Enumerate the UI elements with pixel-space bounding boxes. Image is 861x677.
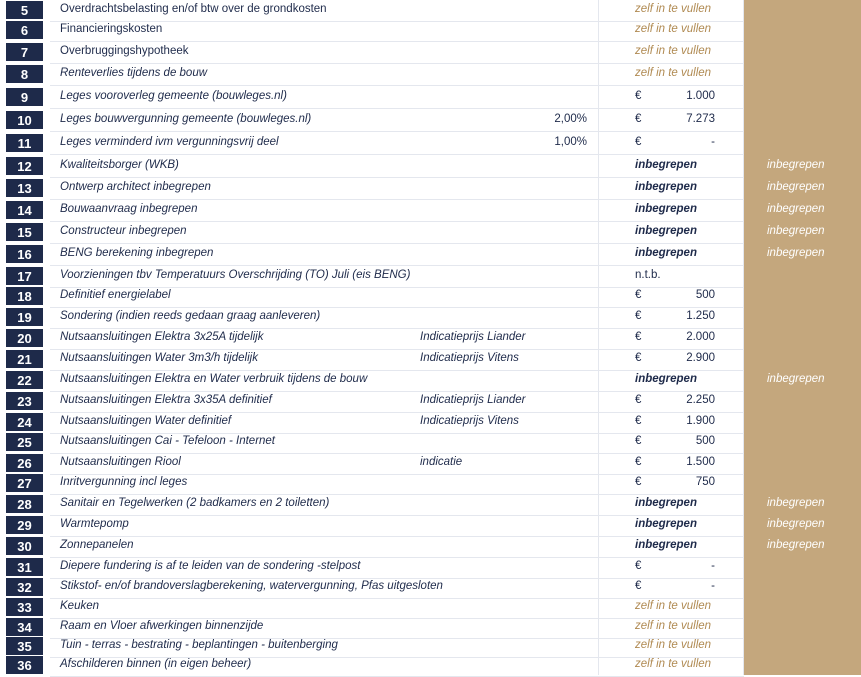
row-description: Diepere fundering is af te leiden van de sondering -stelpost	[60, 560, 361, 572]
table-row	[0, 110, 861, 130]
row-number: 29	[6, 516, 43, 534]
row-divider	[50, 85, 744, 86]
table-row	[0, 655, 861, 675]
row-number: 16	[6, 245, 43, 263]
currency-symbol: €	[635, 310, 642, 322]
row-note: Indicatieprijs Vitens	[420, 352, 519, 364]
table-row	[0, 133, 861, 153]
row-amount: 750	[695, 476, 715, 488]
table-row	[0, 617, 861, 637]
included-label: inbegrepen	[767, 181, 825, 193]
row-status: inbegrepen	[635, 373, 697, 385]
row-status: inbegrepen	[635, 181, 697, 193]
row-number: 20	[6, 329, 43, 347]
row-number: 13	[6, 179, 43, 197]
row-amount: 500	[695, 289, 715, 301]
row-description: Nutsaansluitingen Elektra en Water verbruik tijdens de bouw	[60, 373, 368, 385]
table-row	[0, 412, 861, 432]
row-number: 11	[6, 134, 43, 152]
included-label: inbegrepen	[767, 497, 825, 509]
included-label: inbegrepen	[767, 203, 825, 215]
row-description: Keuken	[60, 600, 100, 612]
row-amount: -	[711, 580, 715, 592]
row-description: Overdrachtsbelasting en/of btw over de grondkosten	[60, 3, 327, 15]
table-row	[0, 87, 861, 107]
row-description: Kwaliteitsborger (WKB)	[60, 159, 179, 171]
row-description: Ontwerp architect inbegrepen	[60, 181, 211, 193]
included-label: inbegrepen	[767, 518, 825, 530]
included-label: inbegrepen	[767, 225, 825, 237]
table-row	[0, 222, 861, 242]
currency-symbol: €	[635, 580, 642, 592]
currency-symbol: €	[635, 415, 642, 427]
table-row	[0, 494, 861, 514]
row-amount: -	[711, 560, 715, 572]
row-percentage: 1,00%	[554, 136, 587, 148]
currency-symbol: €	[635, 560, 642, 572]
row-status: inbegrepen	[635, 159, 697, 171]
row-status: n.t.b.	[635, 269, 661, 281]
row-status: zelf in te vullen	[635, 639, 712, 651]
row-percentage: 2,00%	[554, 113, 587, 125]
row-number: 10	[6, 111, 43, 129]
table-row	[0, 515, 861, 535]
row-number: 18	[6, 287, 43, 305]
row-description: Overbruggingshypotheek	[60, 45, 189, 57]
row-description: Sanitair en Tegelwerken (2 badkamers en 2 toiletten)	[60, 497, 330, 509]
row-description: Renteverlies tijdens de bouw	[60, 67, 208, 79]
row-number: 15	[6, 223, 43, 241]
table-row	[0, 286, 861, 306]
row-description: Voorzieningen tbv Temperatuurs Overschrijding (TO) Juli (eis BENG)	[60, 269, 411, 281]
table-row	[0, 577, 861, 597]
currency-symbol: €	[635, 90, 642, 102]
row-amount: 7.273	[686, 113, 715, 125]
table-row	[0, 432, 861, 452]
row-amount: 500	[695, 435, 715, 447]
row-status: inbegrepen	[635, 225, 697, 237]
table-row	[0, 536, 861, 556]
currency-symbol: €	[635, 352, 642, 364]
row-number: 5	[6, 1, 43, 19]
row-description: BENG berekening inbegrepen	[60, 247, 214, 259]
row-description: Nutsaansluitingen Riool	[60, 456, 181, 468]
row-number: 34	[6, 618, 43, 636]
row-status: zelf in te vullen	[635, 23, 712, 35]
row-status: inbegrepen	[635, 247, 697, 259]
table-row	[0, 636, 861, 656]
row-status: zelf in te vullen	[635, 3, 712, 15]
table-row	[0, 20, 861, 40]
row-amount: -	[711, 136, 715, 148]
row-number: 33	[6, 598, 43, 616]
table-row	[0, 200, 861, 220]
row-number: 27	[6, 474, 43, 492]
row-number: 28	[6, 495, 43, 513]
table-row	[0, 0, 861, 20]
row-number: 6	[6, 21, 43, 39]
row-number: 22	[6, 371, 43, 389]
row-number: 14	[6, 201, 43, 219]
table-row	[0, 178, 861, 198]
row-description: Leges verminderd ivm vergunningsvrij deel	[60, 136, 279, 148]
row-number: 30	[6, 537, 43, 555]
row-description: Tuin - terras - bestrating - beplantingen - buitenberging	[60, 639, 338, 651]
row-status: zelf in te vullen	[635, 600, 712, 612]
table-row	[0, 557, 861, 577]
row-number: 7	[6, 43, 43, 61]
row-description: Inritvergunning incl leges	[60, 476, 188, 488]
row-divider	[50, 154, 744, 155]
table-row	[0, 391, 861, 411]
row-number: 8	[6, 65, 43, 83]
row-amount: 2.900	[686, 352, 715, 364]
currency-symbol: €	[635, 394, 642, 406]
row-amount: 1.250	[686, 310, 715, 322]
row-number: 32	[6, 578, 43, 596]
table-row	[0, 64, 861, 84]
included-label: inbegrepen	[767, 373, 825, 385]
row-description: Leges bouwvergunning gemeente (bouwleges.nl)	[60, 113, 312, 125]
row-number: 19	[6, 308, 43, 326]
currency-symbol: €	[635, 476, 642, 488]
table-row	[0, 328, 861, 348]
table-row	[0, 597, 861, 617]
table-row	[0, 473, 861, 493]
table-row	[0, 266, 861, 286]
table-row	[0, 244, 861, 264]
table-row	[0, 453, 861, 473]
row-amount: 1.900	[686, 415, 715, 427]
row-note: Indicatieprijs Liander	[420, 331, 526, 343]
row-amount: 1.000	[686, 90, 715, 102]
currency-symbol: €	[635, 113, 642, 125]
row-description: Financieringskosten	[60, 23, 163, 35]
row-description: Leges vooroverleg gemeente (bouwleges.nl)	[60, 90, 287, 102]
included-label: inbegrepen	[767, 159, 825, 171]
row-number: 26	[6, 454, 43, 472]
row-description: Zonnepanelen	[60, 539, 134, 551]
currency-symbol: €	[635, 136, 642, 148]
row-description: Definitief energielabel	[60, 289, 171, 301]
row-description: Sondering (indien reeds gedaan graag aanleveren)	[60, 310, 321, 322]
row-divider	[50, 108, 744, 109]
row-description: Warmtepomp	[60, 518, 129, 530]
row-status: inbegrepen	[635, 203, 697, 215]
row-description: Nutsaansluitingen Water definitief	[60, 415, 232, 427]
table-row	[0, 156, 861, 176]
row-status: zelf in te vullen	[635, 658, 712, 670]
row-status: zelf in te vullen	[635, 620, 712, 632]
row-divider	[50, 131, 744, 132]
currency-symbol: €	[635, 456, 642, 468]
currency-symbol: €	[635, 435, 642, 447]
row-description: Afschilderen binnen (in eigen beheer)	[60, 658, 252, 670]
row-number: 17	[6, 267, 43, 285]
table-row	[0, 349, 861, 369]
row-number: 9	[6, 88, 43, 106]
row-description: Stikstof- en/of brandoverslagberekening, watervergunning, Pfas uitgesloten	[60, 580, 443, 592]
row-status: zelf in te vullen	[635, 45, 712, 57]
row-note: Indicatieprijs Liander	[420, 394, 526, 406]
row-status: zelf in te vullen	[635, 67, 712, 79]
row-status: inbegrepen	[635, 518, 697, 530]
table-row	[0, 370, 861, 390]
included-label: inbegrepen	[767, 539, 825, 551]
row-description: Nutsaansluitingen Water 3m3/h tijdelijk	[60, 352, 258, 364]
table-row	[0, 42, 861, 62]
row-amount: 2.250	[686, 394, 715, 406]
row-description: Nutsaansluitingen Cai - Tefeloon - Internet	[60, 435, 276, 447]
row-number: 21	[6, 350, 43, 368]
row-number: 36	[6, 656, 43, 674]
table-row	[0, 307, 861, 327]
row-description: Raam en Vloer afwerkingen binnenzijde	[60, 620, 264, 632]
currency-symbol: €	[635, 331, 642, 343]
row-number: 35	[6, 637, 43, 655]
row-note: indicatie	[420, 456, 463, 468]
included-label: inbegrepen	[767, 247, 825, 259]
row-description: Bouwaanvraag inbegrepen	[60, 203, 198, 215]
row-amount: 1.500	[686, 456, 715, 468]
row-number: 12	[6, 157, 43, 175]
row-note: Indicatieprijs Vitens	[420, 415, 519, 427]
row-number: 23	[6, 392, 43, 410]
currency-symbol: €	[635, 289, 642, 301]
row-description: Nutsaansluitingen Elektra 3x25A tijdelijk	[60, 331, 264, 343]
row-number: 24	[6, 413, 43, 431]
row-amount: 2.000	[686, 331, 715, 343]
row-status: inbegrepen	[635, 539, 697, 551]
row-description: Nutsaansluitingen Elektra 3x35A definitief	[60, 394, 272, 406]
row-number: 31	[6, 558, 43, 576]
row-number: 25	[6, 433, 43, 451]
row-status: inbegrepen	[635, 497, 697, 509]
row-description: Constructeur inbegrepen	[60, 225, 187, 237]
